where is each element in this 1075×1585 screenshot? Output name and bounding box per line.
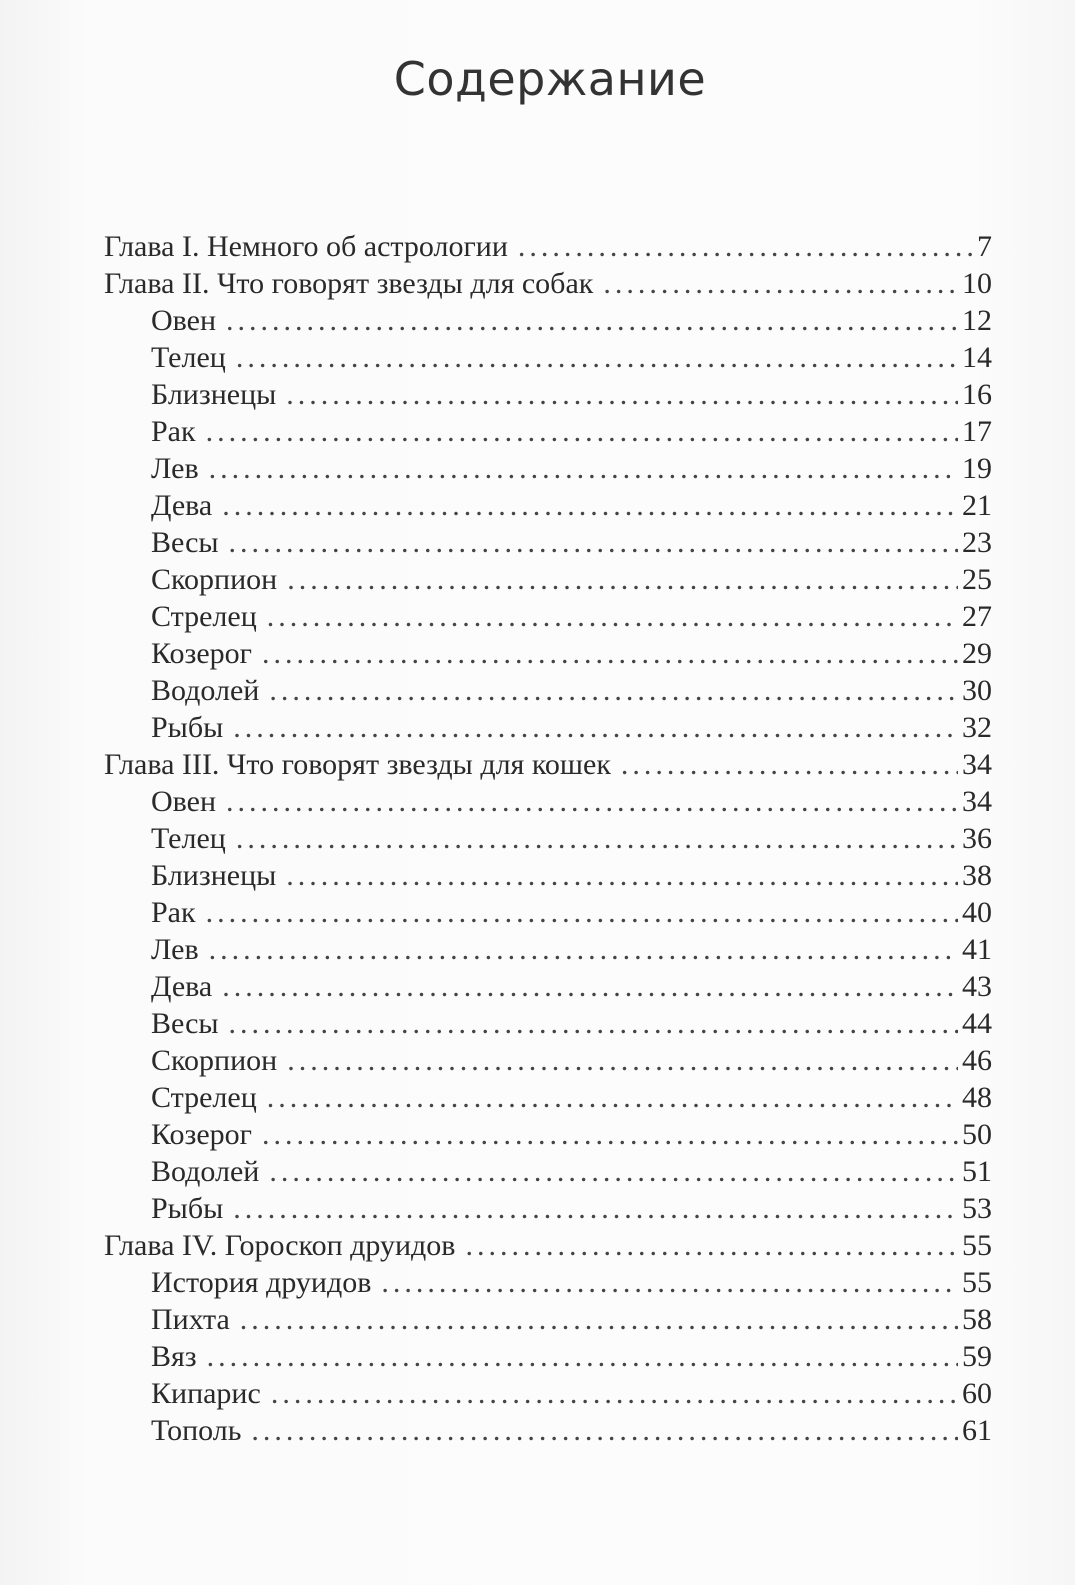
toc-entry-label: Кипарис: [151, 1377, 261, 1410]
toc-page-number: 55: [962, 1229, 992, 1262]
toc-entry-label: Овен: [151, 785, 217, 818]
toc-subentry: [104, 1412, 992, 1449]
toc-subentry: [104, 1153, 992, 1190]
toc-page-number: 12: [962, 304, 992, 337]
toc-dot-leader: [229, 524, 958, 561]
toc-page-number: 55: [962, 1266, 992, 1299]
toc-page-number: 44: [962, 1007, 992, 1040]
toc-entry-label: Весы: [151, 1007, 219, 1040]
toc-chapter-entry: [104, 746, 992, 783]
toc-entry-label: Глава I. Немного об астрологии: [104, 230, 508, 263]
toc-subentry: [104, 1079, 992, 1116]
toc-dot-leader: [269, 1153, 958, 1190]
toc-dot-leader: [262, 635, 958, 672]
toc-page-number: 53: [962, 1192, 992, 1225]
toc-subentry: [104, 1338, 992, 1375]
toc-entry-label: Глава III. Что говорят звезды для кошек: [104, 748, 611, 781]
toc-dot-leader: [267, 598, 958, 635]
toc-entry-label: Козерог: [151, 1118, 252, 1151]
toc-dot-leader: [206, 894, 958, 931]
toc-page-number: 60: [962, 1377, 992, 1410]
toc-entry-label: Рыбы: [151, 1192, 224, 1225]
toc-chapter-entry: [104, 265, 992, 302]
toc-dot-leader: [229, 1005, 958, 1042]
toc-dot-leader: [233, 709, 958, 746]
toc-chapter-entry: [104, 1227, 992, 1264]
toc-page-number: 43: [962, 970, 992, 1003]
toc-entry-label: Водолей: [151, 1155, 260, 1188]
toc-dot-leader: [251, 1412, 958, 1449]
toc-subentry: [104, 413, 992, 450]
toc-subentry: [104, 1190, 992, 1227]
toc-page-number: 23: [962, 526, 992, 559]
toc-dot-leader: [287, 561, 958, 598]
toc-entry-label: Весы: [151, 526, 219, 559]
toc-entry-label: Козерог: [151, 637, 252, 670]
toc-dot-leader: [286, 376, 958, 413]
toc-subentry: [104, 339, 992, 376]
toc-subentry: [104, 450, 992, 487]
toc-entry-label: Тополь: [151, 1414, 242, 1447]
toc-page-number: 16: [962, 378, 992, 411]
toc-page-number: 25: [962, 563, 992, 596]
toc-subentry: [104, 1264, 992, 1301]
toc-subentry: [104, 1116, 992, 1153]
toc-subentry: [104, 487, 992, 524]
toc-entry-label: Рыбы: [151, 711, 224, 744]
page-title: Содержание: [393, 52, 707, 106]
toc-page-number: 40: [962, 896, 992, 929]
toc-dot-leader: [209, 931, 958, 968]
toc-dot-leader: [465, 1227, 958, 1264]
toc-dot-leader: [222, 487, 958, 524]
toc-entry-label: Овен: [151, 304, 217, 337]
toc-page-number: 38: [962, 859, 992, 892]
toc-subentry: [104, 820, 992, 857]
toc-entry-label: Телец: [151, 822, 226, 855]
toc-page-number: 51: [962, 1155, 992, 1188]
toc-dot-leader: [621, 746, 958, 783]
toc-page-number: 59: [962, 1340, 992, 1373]
toc-entry-label: Скорпион: [151, 563, 278, 596]
toc-dot-leader: [236, 820, 958, 857]
toc-page-number: 21: [962, 489, 992, 522]
toc-subentry: [104, 376, 992, 413]
toc-entry-label: Стрелец: [151, 1081, 257, 1114]
toc-page-number: 29: [962, 637, 992, 670]
toc-page-number: 7: [977, 230, 992, 263]
toc-page-number: 17: [962, 415, 992, 448]
toc-subentry: [104, 709, 992, 746]
table-of-contents: [104, 228, 992, 1449]
toc-page-number: 34: [962, 785, 992, 818]
toc-dot-leader: [269, 672, 958, 709]
toc-subentry: [104, 857, 992, 894]
toc-subentry: [104, 1005, 992, 1042]
toc-subentry: [104, 968, 992, 1005]
toc-dot-leader: [286, 857, 958, 894]
toc-dot-leader: [267, 1079, 958, 1116]
toc-dot-leader: [222, 968, 958, 1005]
toc-entry-label: Дева: [151, 970, 213, 1003]
toc-entry-label: Телец: [151, 341, 226, 374]
toc-entry-label: Близнецы: [151, 859, 277, 892]
toc-dot-leader: [207, 1338, 958, 1375]
toc-entry-label: Близнецы: [151, 378, 277, 411]
toc-subentry: [104, 524, 992, 561]
toc-entry-label: Дева: [151, 489, 213, 522]
toc-dot-leader: [287, 1042, 958, 1079]
toc-subentry: [104, 783, 992, 820]
toc-page-number: 58: [962, 1303, 992, 1336]
toc-entry-label: Вяз: [151, 1340, 197, 1373]
toc-subentry: [104, 635, 992, 672]
toc-subentry: [104, 1375, 992, 1412]
toc-dot-leader: [236, 339, 958, 376]
toc-subentry: [104, 561, 992, 598]
toc-page-number: 46: [962, 1044, 992, 1077]
toc-dot-leader: [262, 1116, 958, 1153]
toc-dot-leader: [226, 783, 958, 820]
toc-entry-label: Скорпион: [151, 1044, 278, 1077]
toc-dot-leader: [381, 1264, 958, 1301]
toc-dot-leader: [233, 1190, 958, 1227]
toc-entry-label: Стрелец: [151, 600, 257, 633]
toc-entry-label: Рак: [151, 415, 196, 448]
toc-subentry: [104, 302, 992, 339]
toc-dot-leader: [206, 413, 958, 450]
toc-entry-label: Лев: [151, 933, 199, 966]
toc-page-number: 50: [962, 1118, 992, 1151]
toc-entry-label: Лев: [151, 452, 199, 485]
toc-page-number: 32: [962, 711, 992, 744]
toc-dot-leader: [518, 228, 973, 265]
toc-chapter-entry: [104, 228, 992, 265]
toc-dot-leader: [209, 450, 958, 487]
toc-subentry: [104, 894, 992, 931]
toc-page-number: 34: [962, 748, 992, 781]
toc-page-number: 30: [962, 674, 992, 707]
toc-subentry: [104, 931, 992, 968]
toc-subentry: [104, 598, 992, 635]
toc-dot-leader: [226, 302, 958, 339]
toc-page-number: 41: [962, 933, 992, 966]
toc-subentry: [104, 1042, 992, 1079]
toc-page-number: 61: [962, 1414, 992, 1447]
toc-entry-label: Водолей: [151, 674, 260, 707]
toc-dot-leader: [603, 265, 958, 302]
toc-page-number: 36: [962, 822, 992, 855]
toc-entry-label: Глава IV. Гороскоп друидов: [104, 1229, 456, 1262]
toc-dot-leader: [271, 1375, 958, 1412]
toc-page-number: 48: [962, 1081, 992, 1114]
toc-page-number: 27: [962, 600, 992, 633]
toc-entry-label: История друидов: [151, 1266, 372, 1299]
toc-page-number: 19: [962, 452, 992, 485]
toc-page-number: 10: [962, 267, 992, 300]
toc-entry-label: Пихта: [151, 1303, 230, 1336]
toc-subentry: [104, 672, 992, 709]
toc-dot-leader: [240, 1301, 958, 1338]
toc-entry-label: Глава II. Что говорят звезды для собак: [104, 267, 594, 300]
toc-subentry: [104, 1301, 992, 1338]
toc-entry-label: Рак: [151, 896, 196, 929]
toc-page-number: 14: [962, 341, 992, 374]
